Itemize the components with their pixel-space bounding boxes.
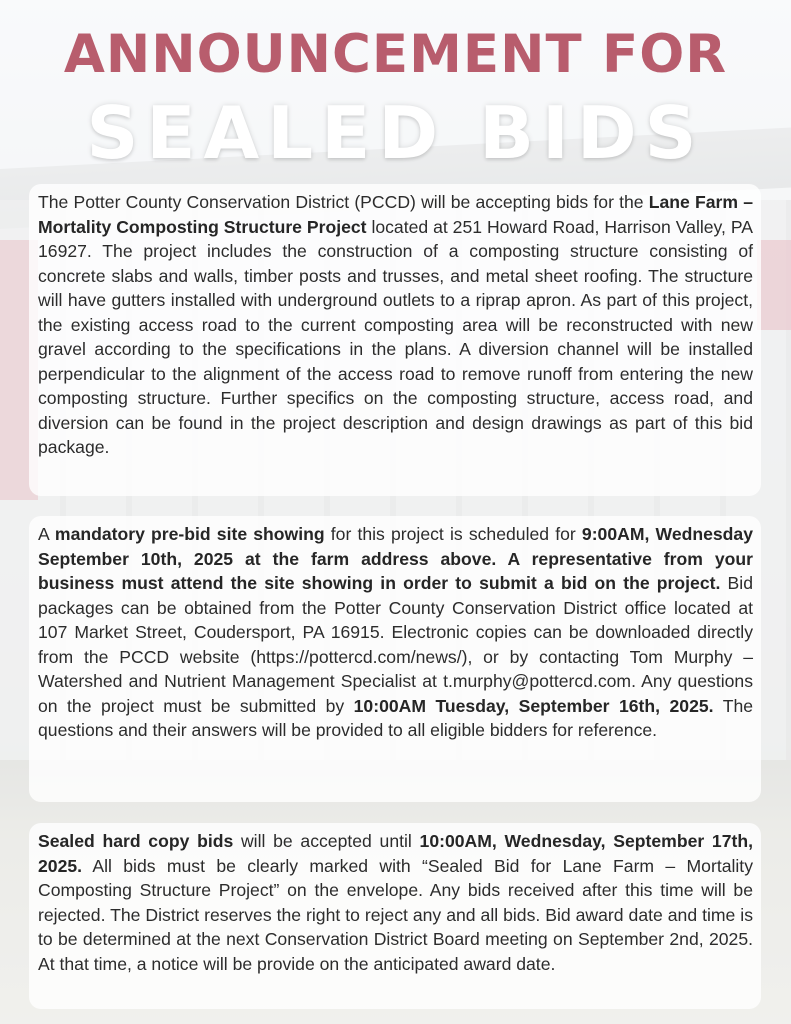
bid-deadline-bold: 10:00AM, Wednesday, September 17th, 2025.	[38, 831, 753, 876]
text: All bids must be clearly marked with “Sealed Bid for Lane Farm – Mortality Composting Structure Project” on the envelope. Any bids received after this time will be rejected. The District reserves the right to reject any and all bids. Bid award date and time is to be determined at the next Conservation District Board meeting on September 2nd, 2025. At that time, a notice will be provide on the anticipated award date.	[38, 855, 753, 974]
text: The Potter County Conservation District (PCCD) will be accepting bids for the	[38, 192, 649, 212]
text: will be accepted until	[233, 831, 420, 851]
pre-bid-showing-paragraph	[29, 516, 761, 802]
questions-deadline-bold: 10:00AM Tuesday, September 16th, 2025.	[353, 695, 714, 716]
sealed-bids-deadline-paragraph	[29, 823, 761, 1009]
project-name-bold: Lane Farm – Mortality Composting Structure Project	[38, 192, 753, 237]
mandatory-showing-bold: mandatory pre-bid site showing	[54, 524, 325, 544]
project-description-paragraph	[29, 184, 761, 496]
text: A	[38, 524, 55, 544]
text: Bid packages can be obtained from the Potter County Conservation District office located at 107 Market Street, Coudersport, PA 16915. Electronic copies can be downloaded directly from the PCCD website (https://pottercd.com/news/), or by contacting Tom Murphy – Watershed and Nutrient Management Specialist at t.murphy@pottercd.com. Any questions on the project must be submitted by	[38, 573, 753, 716]
showing-date-bold: 9:00AM, Wednesday September 10th, 2025 at the farm address above. A representative from your business must attend the site showing in order to submit a bid on the project.	[38, 524, 753, 593]
text: The questions and their answers will be provided to all eligible bidders for reference.	[38, 695, 754, 740]
headline-line-1: ANNOUNCEMENT FOR	[63, 24, 728, 85]
text: for this project is scheduled for	[324, 524, 582, 544]
headline-line-2: SEALED BIDS	[86, 91, 705, 175]
text: located at 251 Howard Road, Harrison Valley, PA 16927. The project includes the construction of a composting structure consisting of concrete slabs and walls, timber posts and trusses, and metal sheet roofing. The structure will have gutters installed with underground outlets to a riprap apron. As part of this project, the existing access road to the current composting area will be reconstructed with new gravel according to the specifications in the plans. A diversion channel will be installed perpendicular to the alignment of the access road to remove runoff from entering the new composting structure. Further specifics on the composting structure, access road, and diversion can be found in the project description and design drawings as part of this bid package.	[38, 216, 754, 457]
sealed-bids-bold: Sealed hard copy bids	[38, 831, 234, 851]
announcement-headline	[0, 22, 791, 178]
